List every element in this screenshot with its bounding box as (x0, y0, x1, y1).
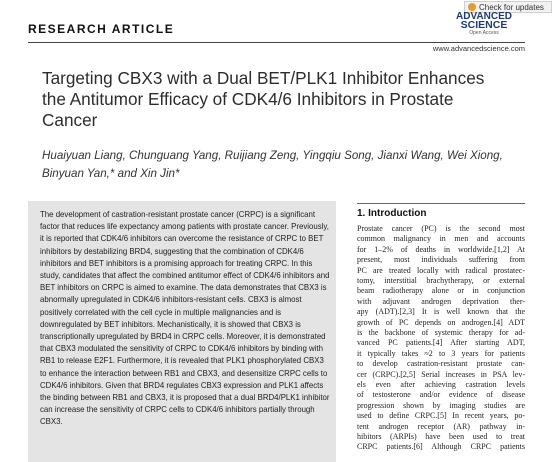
intro-line: is the backbone of systemic therapy for ad- (357, 328, 525, 337)
authors-line2: Binyuan Yan,* and Xin Jin* (42, 167, 180, 180)
logo-line1: ADVANCED (456, 11, 512, 22)
intro-line: common malignancy in men and accounts (357, 234, 525, 244)
check-updates-label: Check for updates (479, 2, 544, 12)
intro-line: apy (ADT).[2,3] It is well known that the (357, 307, 525, 317)
intro-line: vanced PC patients.[4] After starting ADT, (357, 338, 525, 348)
intro-line: it typically takes ≈2 to 3 years for patients (357, 348, 525, 358)
intro-line: for 1–2% of deaths in worldwide.[1,2] At (357, 244, 525, 254)
update-icon (468, 3, 476, 11)
intro-line: Prostate cancer (PC) is the second most (357, 224, 525, 233)
article-type-label: RESEARCH ARTICLE (28, 22, 175, 36)
intro-line: of testosterone and/or evidence of disease (357, 390, 525, 400)
intro-line: hibitors (ARPIs) have been used to treat (357, 432, 525, 441)
journal-logo (452, 12, 516, 36)
intro-line: to develop castration-resistant prostate can- (357, 359, 525, 369)
intro-line: used to define CRPC.[5] In recent years, po- (357, 411, 525, 421)
intro-line: progression shown by imaging studies are (357, 400, 525, 410)
intro-line: growth of PC depends on androgen.[4] ADT (357, 317, 525, 327)
intro-line: present, most individuals suffering from (357, 255, 525, 265)
abstract-text: The development of castration-resistant prostate cancer (CRPC) is a significant factor that reduces life expectancy among patients with prostate cancer. Previously, it is reported that CDK4/6 inhibitors can overcome the resistance of CRPC to BET inhibitors by destabilizing BRD4, suggesting that the combination of CDK4/6 inhibitors and BET inhibitors is a promising approach for treating CRPC. In this study, candidates that affect the combined antitumor effect of CDK4/6 inhibitors and BET inhibitors on CRPC is aimed to examine. The data demonstrates that CBX3 is abnormally upregulated in CDK4/6 inhibitors-resistant cells. CBX3 is almost positively correlated with the cell cycle in multiple malignancies and is downregulated by BET inhibitors. Mechanistically, it is showed that CBX3 is transcriptionally upregulated by BRD4 in CRPC cells. Moreover, it is demonstrated that CBX3 modulated the sensitivity of CRPC to CDK4/6 inhibitors by binding with RB1 to release E2F1. Furthermore, it is revealed that PLK1 phosphorylated CBX3 to enhance the interaction between RB1 and CBX3, and desensitize CRPC cells to CDK4/6 inhibitors. Given that BRD4 regulates CBX3 expression and PLK1 affects the binding between RB1 and CBX3, it is proposed that a dual BRD4/PLK1 inhibitor can increase the sensitivity of CRPC cells to CDK4/6 inhibitors partially through CBX3. (40, 210, 330, 427)
intro-line: cer (CRPC).[2,5] Serial increases in PSA lev- (357, 369, 525, 379)
logo-line2: SCIENCE (460, 19, 508, 31)
authors-line1: Huaiyuan Liang, Chunguang Yang, Ruijiang Zeng, Yingqiu Song, Jianxi Wang, Wei Xiong, (42, 149, 503, 162)
intro-line: CRPC patients.[6] Although CRPC patients (357, 442, 525, 452)
section-divider (357, 203, 525, 204)
intro-line: PC are treated locally with radical prostatec- (357, 265, 525, 275)
intro-line: beam radiotherapy alone or in conjunction (357, 286, 525, 296)
journal-url[interactable]: www.advancedscience.com (432, 44, 525, 53)
intro-line: tomy, interstitial brachytherapy, or external (357, 276, 525, 285)
header-divider (28, 42, 525, 43)
logo-line3: Open Access (469, 30, 499, 36)
intro-line: els even after achieving castration levels (357, 380, 525, 389)
intro-heading: 1. Introduction (357, 208, 427, 219)
intro-line: tent androgen receptor (AR) pathway in- (357, 421, 525, 431)
article-title: Targeting CBX3 with a Dual BET/PLK1 Inhibitor Enhances the Antitumor Efficacy of CDK4/6 Inhibitors in Prostate Cancer (42, 68, 485, 130)
intro-line: with adjuvant androgen deprivation ther- (357, 296, 525, 306)
author-list (42, 147, 512, 183)
